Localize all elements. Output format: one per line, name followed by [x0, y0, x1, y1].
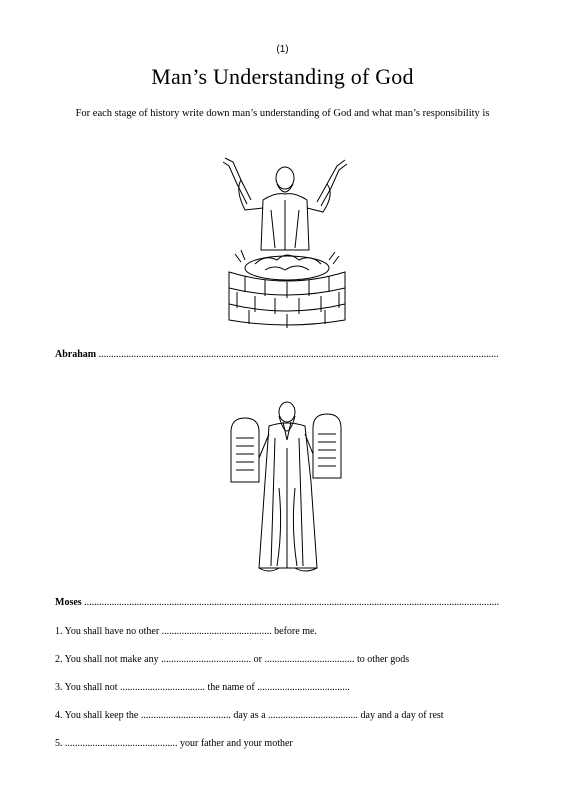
abraham-label: Abraham — [55, 349, 97, 360]
abraham-altar-illustration — [205, 150, 365, 328]
moses-tablets-illustration — [225, 398, 350, 576]
commandment-1[interactable]: 1. You shall have no other ............................................ before me. — [55, 626, 317, 637]
abraham-answer-line[interactable] — [55, 349, 515, 360]
moses-dots: ...................................................................................................................................................................... — [84, 597, 500, 608]
commandment-3[interactable]: 3. You shall not .................................. the name of ..................................... — [55, 682, 350, 693]
page-number: (1) — [276, 44, 289, 55]
moses-label: Moses — [55, 597, 82, 608]
page-title: Man’s Understanding of God — [151, 64, 414, 89]
commandment-2[interactable]: 2. You shall not make any .................................... or .................................... to other gods — [55, 654, 410, 665]
commandment-4[interactable]: 4. You shall keep the .................................... day as a .................................... day and a day of rest — [55, 710, 444, 721]
commandment-5[interactable]: 5. ............................................. your father and your mother — [55, 738, 293, 749]
instruction-text: For each stage of history write down man’s understanding of God and what man’s responsibility is — [75, 108, 490, 119]
abraham-dots: ................................................................................................................................................................ — [98, 349, 499, 360]
moses-answer-line[interactable] — [55, 597, 515, 608]
